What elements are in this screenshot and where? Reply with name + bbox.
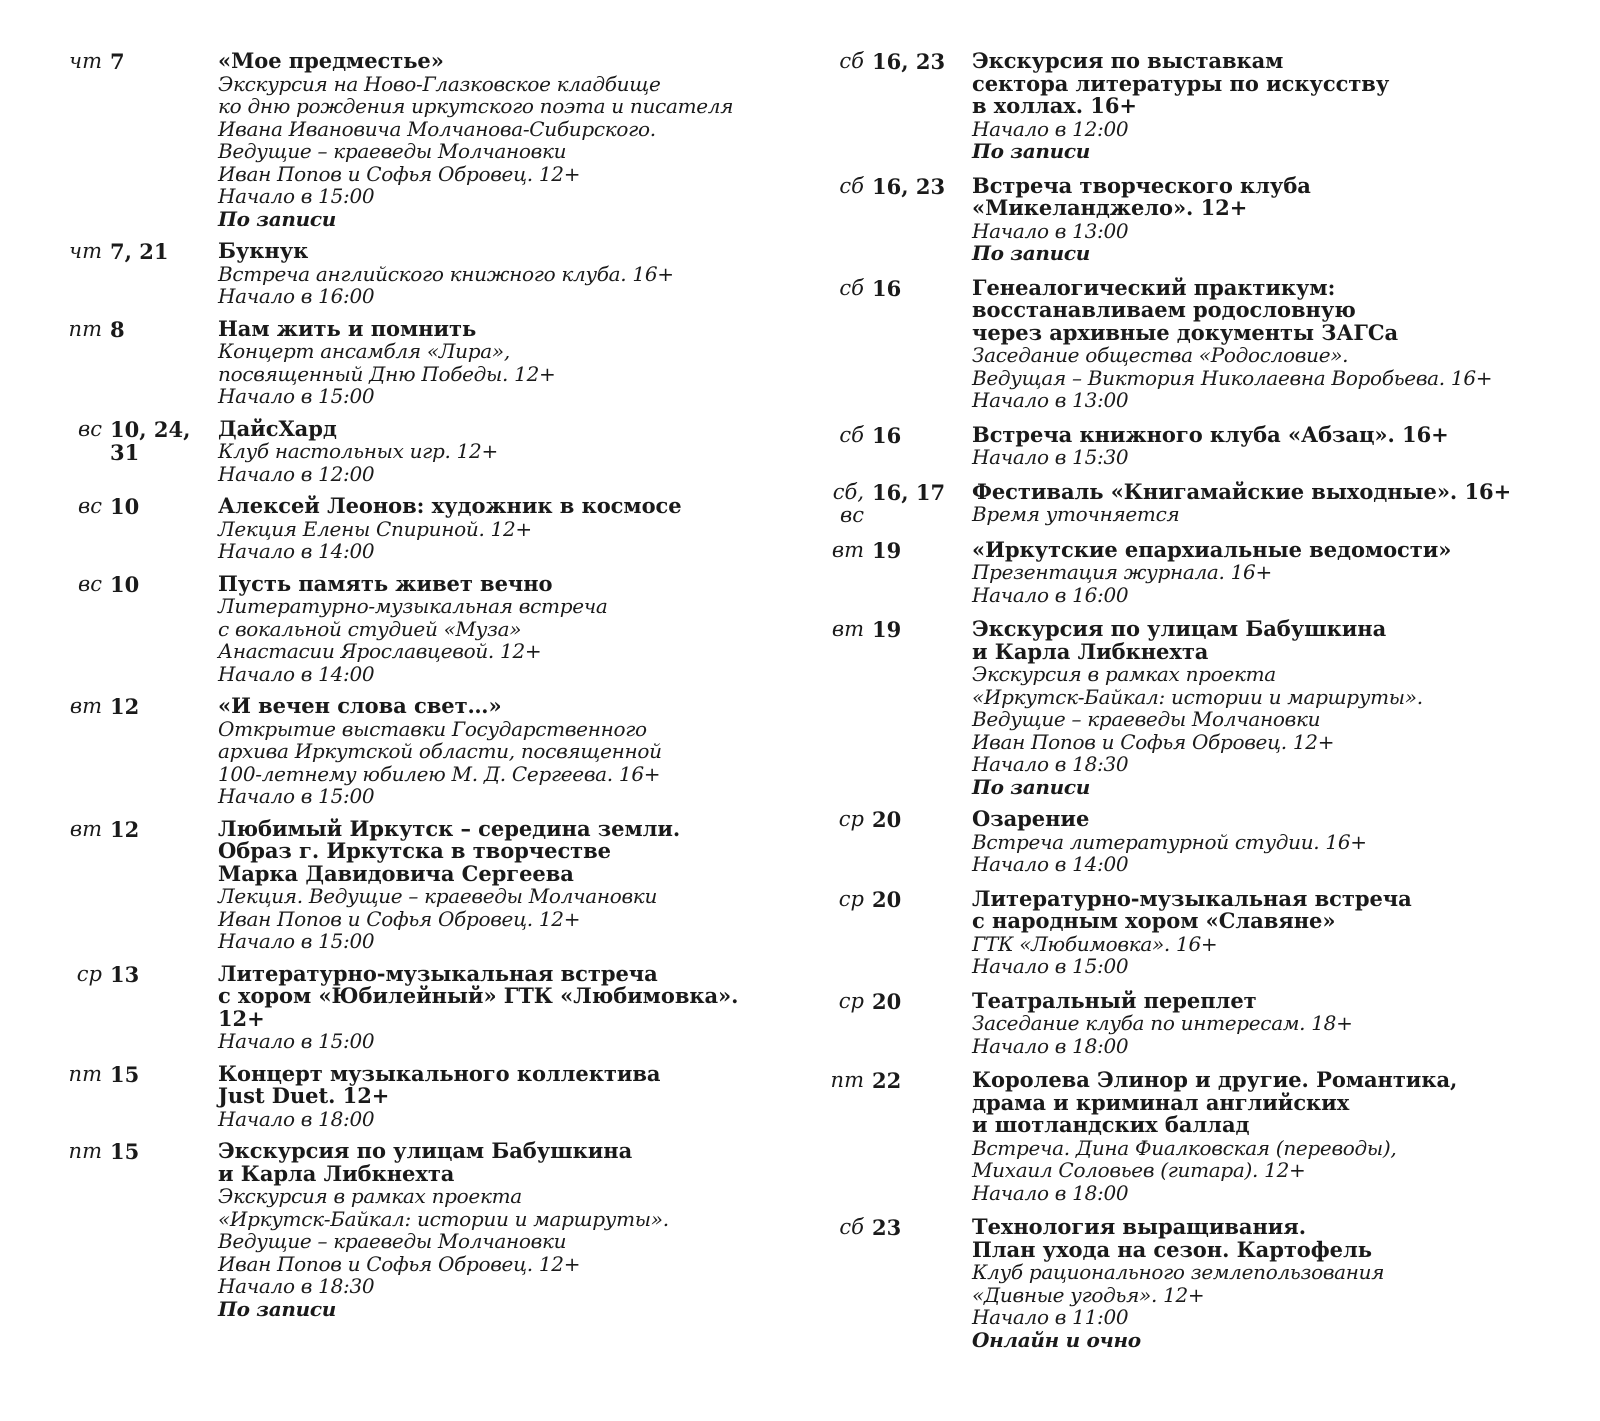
- event-days: 12: [110, 694, 140, 719]
- event-details: [972, 1216, 1566, 1351]
- event-days: 10, 24, 31: [110, 416, 191, 465]
- event-description-line: Начало в 14:00: [218, 661, 375, 686]
- event-title: Встреча творческого клуба «Микеланджело». 12+: [972, 172, 1311, 220]
- event-details: [972, 172, 1566, 265]
- event-description-line: Начало в 15:00: [218, 184, 375, 208]
- event-description-line: архива Иркутской области, посвященной: [218, 739, 662, 763]
- event-entry: [60, 50, 780, 230]
- event-details: [218, 240, 780, 308]
- event-description-line: посвященный Дню Победы. 12+: [218, 361, 556, 386]
- event-title: Алексей Леонов: художник в космосе: [218, 493, 682, 518]
- event-days: 16: [872, 422, 902, 448]
- event-description-line: Начало в 14:00: [972, 852, 1129, 876]
- event-title: Литературно-музыкальная встреча с народным хором «Славяне»: [972, 885, 1412, 933]
- weekday: чт: [69, 239, 102, 263]
- event-details: [218, 315, 780, 408]
- event-entry: [60, 315, 780, 408]
- event-description-line: Начало в 13:00: [972, 388, 1129, 412]
- event-entry: [826, 808, 1566, 876]
- event-days: 13: [110, 961, 140, 987]
- event-description-line: Иван Попов и Софья Обровец. 12+: [218, 161, 581, 186]
- event-days: 10: [110, 571, 140, 597]
- event-description-line: Встреча английского книжного клуба. 16+: [218, 261, 674, 286]
- weekday: сб: [839, 422, 864, 447]
- event-details: [218, 1060, 780, 1131]
- event-description-line: Иван Попов и Софья Обровец. 12+: [218, 906, 581, 931]
- event-date: [60, 963, 218, 986]
- weekday: ср: [838, 886, 864, 911]
- event-days: 15: [110, 1061, 140, 1087]
- event-title: «Иркутские епархиальные ведомости»: [972, 536, 1452, 562]
- event-title: Фестиваль «Книгамайские выходные». 16+: [972, 478, 1512, 504]
- event-title: Концерт музыкального коллектива Just Duet. 12+: [218, 1060, 661, 1108]
- event-description-line: Презентация журнала. 16+: [972, 560, 1272, 584]
- event-date: [60, 573, 218, 596]
- event-details: [218, 695, 780, 808]
- event-title: Экскурсия по выставкам сектора литературы по искусству в холлах. 16+: [972, 48, 1390, 118]
- event-details: [218, 50, 780, 230]
- event-entry: [60, 570, 780, 686]
- event-description-line: Начало в 16:00: [218, 284, 375, 308]
- event-entry: [60, 495, 780, 563]
- event-days: 19: [872, 617, 902, 642]
- event-details: [218, 1140, 780, 1320]
- event-description-line: Анастасии Ярославцевой. 12+: [218, 639, 542, 663]
- event-description-line: Начало в 14:00: [218, 539, 375, 563]
- weekday: вс: [78, 571, 102, 596]
- event-entry: [826, 421, 1566, 469]
- weekday: пт: [68, 1061, 102, 1086]
- event-title: Пусть память живет вечно: [218, 570, 553, 596]
- event-details: [972, 478, 1566, 526]
- event-title: ДайсХард: [218, 415, 337, 441]
- event-title: «Мое предместье»: [218, 48, 444, 73]
- event-days: 12: [110, 816, 140, 842]
- event-entry: [826, 478, 1566, 527]
- event-date: [826, 424, 972, 447]
- registration-note: По записи: [972, 774, 1091, 799]
- event-days: 22: [872, 1068, 902, 1093]
- event-date: [826, 618, 972, 641]
- event-entry: [826, 172, 1566, 265]
- registration-note: По записи: [972, 139, 1091, 163]
- event-details: [218, 960, 780, 1053]
- event-days: 16, 23: [872, 173, 946, 199]
- event-description-line: Ведущая – Виктория Николаевна Воробьева. 16+: [972, 365, 1493, 390]
- event-details: [218, 815, 780, 953]
- event-details: [972, 536, 1566, 607]
- event-description-line: Ведущие – краеведы Молчановки: [218, 139, 567, 163]
- event-date: [826, 1069, 972, 1092]
- event-title: Экскурсия по улицам Бабушкина и Карла Либкнехта: [218, 1138, 633, 1186]
- event-description-line: с вокальной студией «Муза»: [218, 616, 522, 641]
- event-title: Технология выращивания. План ухода на сезон. Картофель: [972, 1214, 1372, 1262]
- event-entry: [826, 885, 1566, 978]
- event-details: [972, 808, 1566, 876]
- weekday: ср: [76, 961, 102, 986]
- event-title: Королева Элинор и другие. Романтика, драма и криминал английских и шотландских баллад: [972, 1067, 1458, 1137]
- event-entry: [60, 695, 780, 808]
- event-entry: [60, 1060, 780, 1131]
- event-details: [972, 885, 1566, 978]
- event-days: 20: [872, 886, 902, 912]
- event-date: [826, 808, 972, 831]
- right-column: [826, 50, 1566, 1351]
- event-title: Нам жить и помнить: [218, 315, 477, 341]
- event-description-line: Ведущие – краеведы Молчановки: [218, 1229, 567, 1253]
- event-date: [826, 1216, 972, 1239]
- weekday: сб: [839, 1215, 864, 1239]
- event-title: «И вечен слова свет…»: [218, 693, 502, 718]
- weekday: вс: [78, 494, 102, 518]
- weekday: вс: [78, 416, 102, 441]
- event-date: [826, 175, 972, 198]
- event-days: 10: [110, 494, 140, 519]
- weekday: сб, вс: [832, 479, 864, 527]
- event-entry: [60, 240, 780, 308]
- event-date: [60, 240, 218, 263]
- event-description-line: Открытие выставки Государственного: [218, 716, 647, 741]
- event-description-line: Время уточняется: [972, 502, 1180, 526]
- event-description-line: Начало в 16:00: [972, 582, 1129, 607]
- event-date: [826, 50, 972, 73]
- event-date: [826, 277, 972, 300]
- event-days: 19: [872, 537, 902, 563]
- event-details: [972, 987, 1566, 1058]
- event-details: [972, 274, 1566, 412]
- event-description-line: Начало в 12:00: [218, 461, 375, 486]
- weekday: пт: [68, 1139, 102, 1163]
- event-description-line: Иван Попов и Софья Обровец. 12+: [218, 1251, 581, 1276]
- registration-note: По записи: [972, 241, 1091, 265]
- event-description-line: Начало в 18:00: [972, 1180, 1129, 1205]
- event-date: [826, 481, 972, 527]
- event-description-line: Начало в 15:00: [218, 384, 375, 408]
- weekday: сб: [839, 49, 864, 73]
- weekday: вт: [69, 694, 102, 718]
- event-description-line: Начало в 13:00: [972, 218, 1129, 243]
- event-entry: [60, 1140, 780, 1320]
- event-entry: [826, 1216, 1566, 1351]
- event-description-line: Начало в 11:00: [972, 1305, 1129, 1329]
- event-days: 7, 21: [110, 239, 169, 264]
- event-days: 23: [872, 1215, 902, 1240]
- event-description-line: Заседание клуба по интересам. 18+: [972, 1011, 1353, 1035]
- registration-note: По записи: [218, 206, 337, 231]
- event-details: [972, 1069, 1566, 1204]
- event-title: Любимый Иркутск – середина земли. Образ г. Иркутска в творчестве Марка Давидовича Сергеева: [218, 815, 681, 886]
- event-description-line: 100-летнему юбилею М. Д. Сергеева. 16+: [218, 761, 661, 786]
- event-entry: [826, 618, 1566, 798]
- event-description-line: Начало в 15:00: [972, 954, 1129, 978]
- event-description-line: Начало в 18:00: [972, 1033, 1129, 1058]
- event-description-line: Экскурсия в рамках проекта: [972, 662, 1276, 686]
- event-days: 20: [872, 807, 902, 832]
- event-title: Литературно-музыкальная встреча с хором «Юбилейный» ГТК «Любимовка». 12+: [218, 960, 739, 1031]
- event-description-line: Встреча литературной студии. 16+: [972, 829, 1367, 854]
- event-description-line: Клуб рационального землепользования: [972, 1260, 1385, 1284]
- event-date: [60, 318, 218, 341]
- event-entry: [826, 274, 1566, 412]
- left-column: [60, 50, 780, 1320]
- event-details: [972, 618, 1566, 798]
- event-date: [60, 818, 218, 841]
- event-entry: [60, 415, 780, 486]
- weekday: пт: [68, 316, 102, 341]
- event-description-line: ко дню рождения иркутского поэта и писателя: [218, 94, 734, 118]
- event-description-line: Иван Попов и Софья Обровец. 12+: [972, 729, 1335, 754]
- event-description-line: Клуб настольных игр. 12+: [218, 439, 498, 463]
- event-title: Встреча книжного клуба «Абзац». 16+: [972, 421, 1449, 447]
- event-date: [826, 990, 972, 1013]
- event-description-line: Экскурсия в рамках проекта: [218, 1184, 522, 1208]
- event-description-line: Начало в 15:00: [218, 1029, 375, 1053]
- event-title: Озарение: [972, 806, 1090, 831]
- event-title: Букнук: [218, 238, 309, 263]
- event-entry: [826, 1069, 1566, 1204]
- event-date: [60, 695, 218, 718]
- event-description-line: Начало в 15:00: [218, 784, 375, 808]
- event-description-line: Встреча. Дина Фиалковская (переводы),: [972, 1135, 1397, 1160]
- event-description-line: Лекция Елены Спириной. 12+: [218, 516, 532, 541]
- event-entry: [826, 536, 1566, 607]
- weekday: вт: [831, 537, 864, 562]
- event-days: 16: [872, 275, 902, 301]
- event-description-line: «Иркутск-Байкал: истории и маршруты».: [972, 684, 1423, 709]
- weekday: вт: [831, 617, 864, 641]
- event-details: [972, 50, 1566, 163]
- weekday: сб: [839, 275, 864, 300]
- event-days: 16, 23: [872, 49, 946, 74]
- event-days: 20: [872, 988, 902, 1014]
- event-details: [218, 495, 780, 563]
- event-description-line: Лекция. Ведущие – краеведы Молчановки: [218, 884, 658, 908]
- event-description-line: Заседание общества «Родословие».: [972, 343, 1349, 367]
- event-description-line: Концерт ансамбля «Лира»,: [218, 339, 510, 363]
- event-date: [60, 495, 218, 518]
- weekday: чт: [69, 49, 102, 73]
- registration-note: Онлайн и очно: [972, 1327, 1141, 1352]
- event-description-line: Начало в 18:30: [218, 1274, 375, 1298]
- event-details: [218, 570, 780, 686]
- event-description-line: Начало в 18:30: [972, 752, 1129, 776]
- weekday: ср: [838, 988, 864, 1013]
- event-date: [60, 418, 218, 464]
- weekday: пт: [830, 1068, 864, 1092]
- event-date: [826, 539, 972, 562]
- event-description-line: ГТК «Любимовка». 16+: [972, 931, 1218, 956]
- event-title: Генеалогический практикум: восстанавливаем родословную через архивные документы ЗАГСа: [972, 274, 1399, 345]
- event-description-line: Литературно-музыкальная встреча: [218, 594, 608, 618]
- event-days: 16, 17: [872, 479, 946, 505]
- weekday: сб: [839, 173, 864, 198]
- event-date: [826, 888, 972, 911]
- event-entry: [60, 960, 780, 1053]
- event-description-line: Начало в 12:00: [972, 116, 1129, 141]
- event-entry: [826, 987, 1566, 1058]
- event-date: [60, 1140, 218, 1163]
- weekday: ср: [838, 807, 864, 831]
- event-details: [972, 421, 1566, 469]
- weekday: вт: [69, 816, 102, 841]
- event-description-line: Ведущие – краеведы Молчановки: [972, 707, 1321, 731]
- registration-note: По записи: [218, 1296, 337, 1321]
- event-description-line: «Иркутск-Байкал: истории и маршруты».: [218, 1206, 669, 1231]
- event-description-line: Ивана Ивановича Молчанова-Сибирского.: [218, 116, 656, 141]
- event-description-line: «Дивные угодья». 12+: [972, 1282, 1205, 1307]
- event-date: [60, 50, 218, 73]
- event-date: [60, 1063, 218, 1086]
- event-title: Экскурсия по улицам Бабушкина и Карла Либкнехта: [972, 616, 1387, 664]
- event-description-line: Начало в 18:00: [218, 1106, 375, 1131]
- event-description-line: Экскурсия на Ново-Глазковское кладбище: [218, 71, 661, 96]
- event-description-line: Михаил Соловьев (гитара). 12+: [972, 1158, 1306, 1182]
- event-days: 7: [110, 49, 125, 74]
- event-description-line: Начало в 15:30: [972, 445, 1129, 469]
- event-entry: [60, 815, 780, 953]
- event-details: [218, 415, 780, 486]
- event-days: 8: [110, 316, 125, 342]
- event-days: 15: [110, 1139, 140, 1164]
- event-title: Театральный переплет: [972, 987, 1257, 1013]
- event-description-line: Начало в 15:00: [218, 929, 375, 953]
- event-entry: [826, 50, 1566, 163]
